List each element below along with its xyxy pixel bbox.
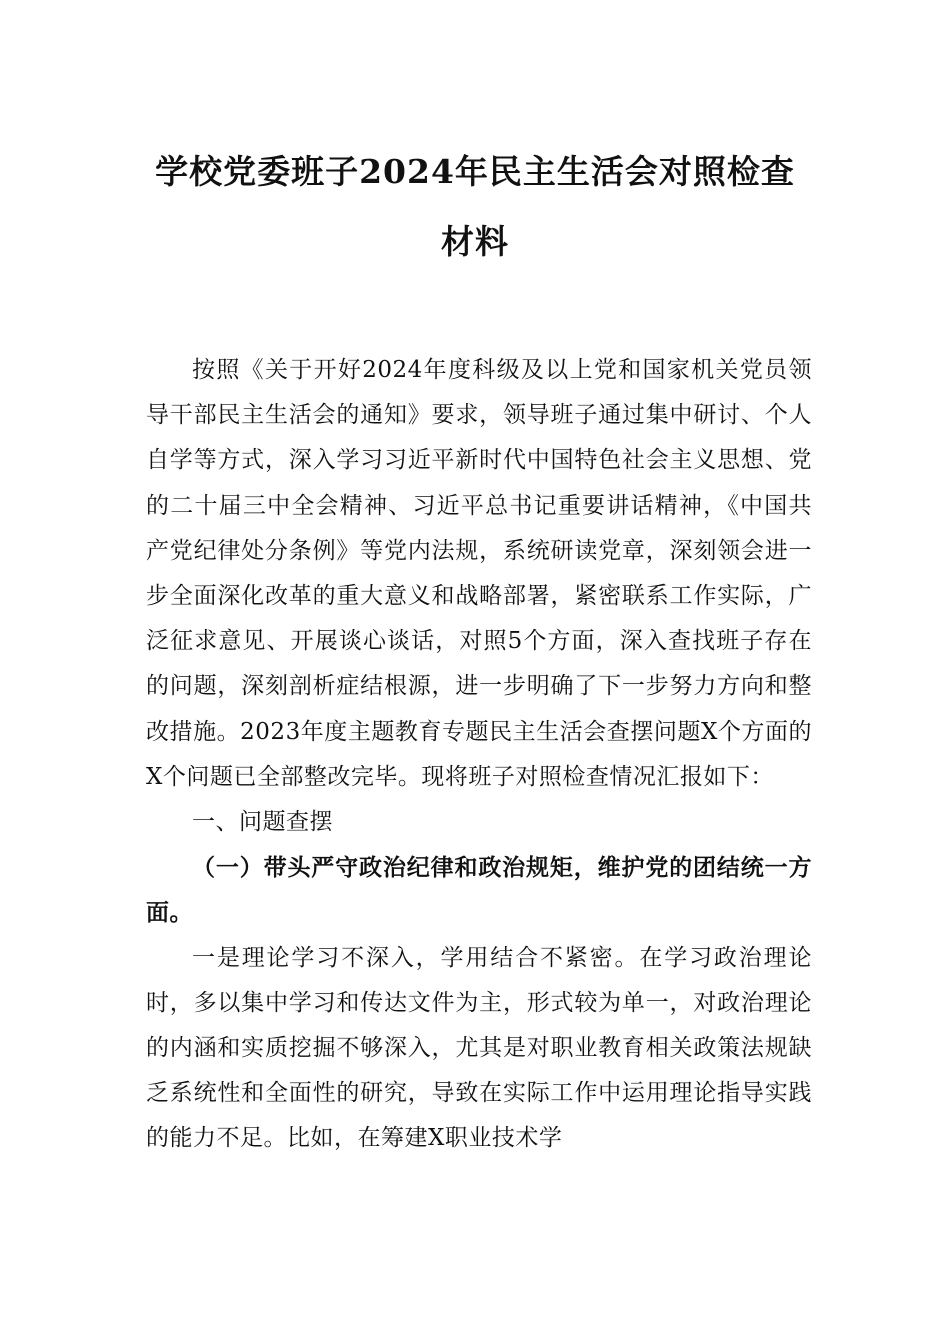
subsection-heading-political-discipline: （一）带头严守政治纪律和政治规矩，维护党的团结统一方面。 <box>146 854 812 927</box>
document-title-line-1: 学校党委班子2024年民主生活会对照检查 <box>155 152 795 191</box>
point-paragraph-theory-study: 一是理论学习不深入，学用结合不紧密。在学习政治理论时，多以集中学习和传达文件为主，形式较为单一，对政治理论的内涵和实质挖掘不够深入，尤其是对职业教育相关政策法规缺乏系统性和全面性的研究，导致在实际工作中运用理论指导实践的能力不足。比如，在筹建X职业技术学 <box>146 944 812 1152</box>
document-title-line-2: 材料 <box>441 222 509 261</box>
document-body <box>146 348 812 1162</box>
section-heading-problems: 一、问题查摆 <box>192 809 333 836</box>
intro-paragraph: 按照《关于开好2024年度科级及以上党和国家机关党员领导干部民主生活会的通知》要求，领导班子通过集中研讨、个人自学等方式，深入学习习近平新时代中国特色社会主义思想、党的二十届三中全会精神、习近平总书记重要讲话精神，《中国共产党纪律处分条例》等党内法规，系统研读党章，深刻领会进一步全面深化改革的重大意义和战略部署，紧密联系工作实际，广泛征求意见、开展谈心谈话，对照5个方面，深入查找班子存在的问题，深刻剖析症结根源，进一步明确了下一步努力方向和整改措施。2023年度主题教育专题民主生活会查摆问题X个方面的X个问题已全部整改完毕。现将班子对照检查情况汇报如下： <box>146 357 812 790</box>
